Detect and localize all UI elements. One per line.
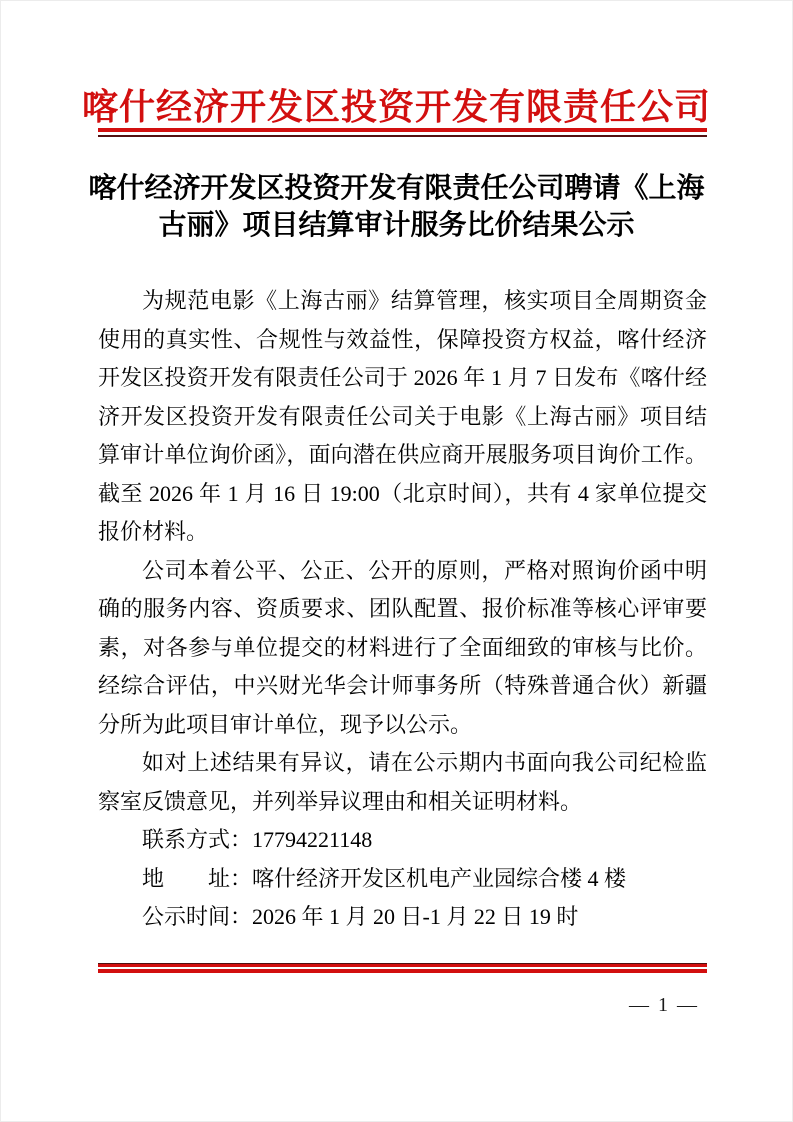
contact-phone-label: 联系方式：	[142, 827, 253, 852]
contact-address-line	[98, 860, 707, 899]
contact-address-value: 喀什经济开发区机电产业园综合楼 4 楼	[252, 865, 627, 891]
paragraph-inquiry-overview: 为规范电影《上海古丽》结算管理，核实项目全周期资金使用的真实性、合规性与效益性，保障投资方权益，喀什经济开发区投资开发有限责任公司于 2026 年 1 月 7 日发布《喀什经济开发区投资开发有限责任公司关于电影《上海古丽》项目结算审计单位询价函》，面向潜在供应商开展服务项目询价工作。截至 2026 年 1 月 16 日 19:00（北京时间），共有 4 家单位提交报价材料。	[98, 288, 707, 544]
paragraph-objection-notice: 如对上述结果有异议，请在公示期内书面向我公司纪检监察室反馈意见，并列举异议理由和相关证明材料。	[98, 750, 707, 814]
footer-rule-top	[98, 963, 707, 967]
letterhead-company-name: 喀什经济开发区投资开发有限责任公司	[81, 87, 711, 127]
document-title	[56, 170, 737, 244]
contact-phone-value: 17794221148	[252, 827, 373, 852]
footer-rule-bottom	[98, 969, 707, 973]
letterhead-rule-thin	[98, 135, 707, 137]
contact-phone-line	[98, 821, 707, 860]
document-title-line-1: 喀什经济开发区投资开发有限责任公司聘请《上海	[88, 173, 705, 204]
document-title-line-2: 古丽》项目结算审计服务比价结果公示	[158, 210, 635, 241]
publicity-period-line	[98, 898, 707, 937]
contact-address-label: 地 址：	[142, 865, 253, 891]
publicity-period-value: 2026 年 1 月 20 日-1 月 22 日 19 时	[252, 904, 579, 929]
publicity-period-label: 公示时间：	[142, 904, 253, 929]
letterhead-rule-thick	[98, 128, 707, 132]
document-body	[98, 282, 707, 937]
page-number: — 1 —	[629, 994, 699, 1016]
paragraph-evaluation-result: 公司本着公平、公正、公开的原则，严格对照询价函中明确的服务内容、资质要求、团队配置、报价标准等核心评审要素，对各参与单位提交的材料进行了全面细致的审核与比价。经综合评估，中兴财光华会计师事务所（特殊普通合伙）新疆分所为此项目审计单位，现予以公示。	[98, 557, 707, 737]
